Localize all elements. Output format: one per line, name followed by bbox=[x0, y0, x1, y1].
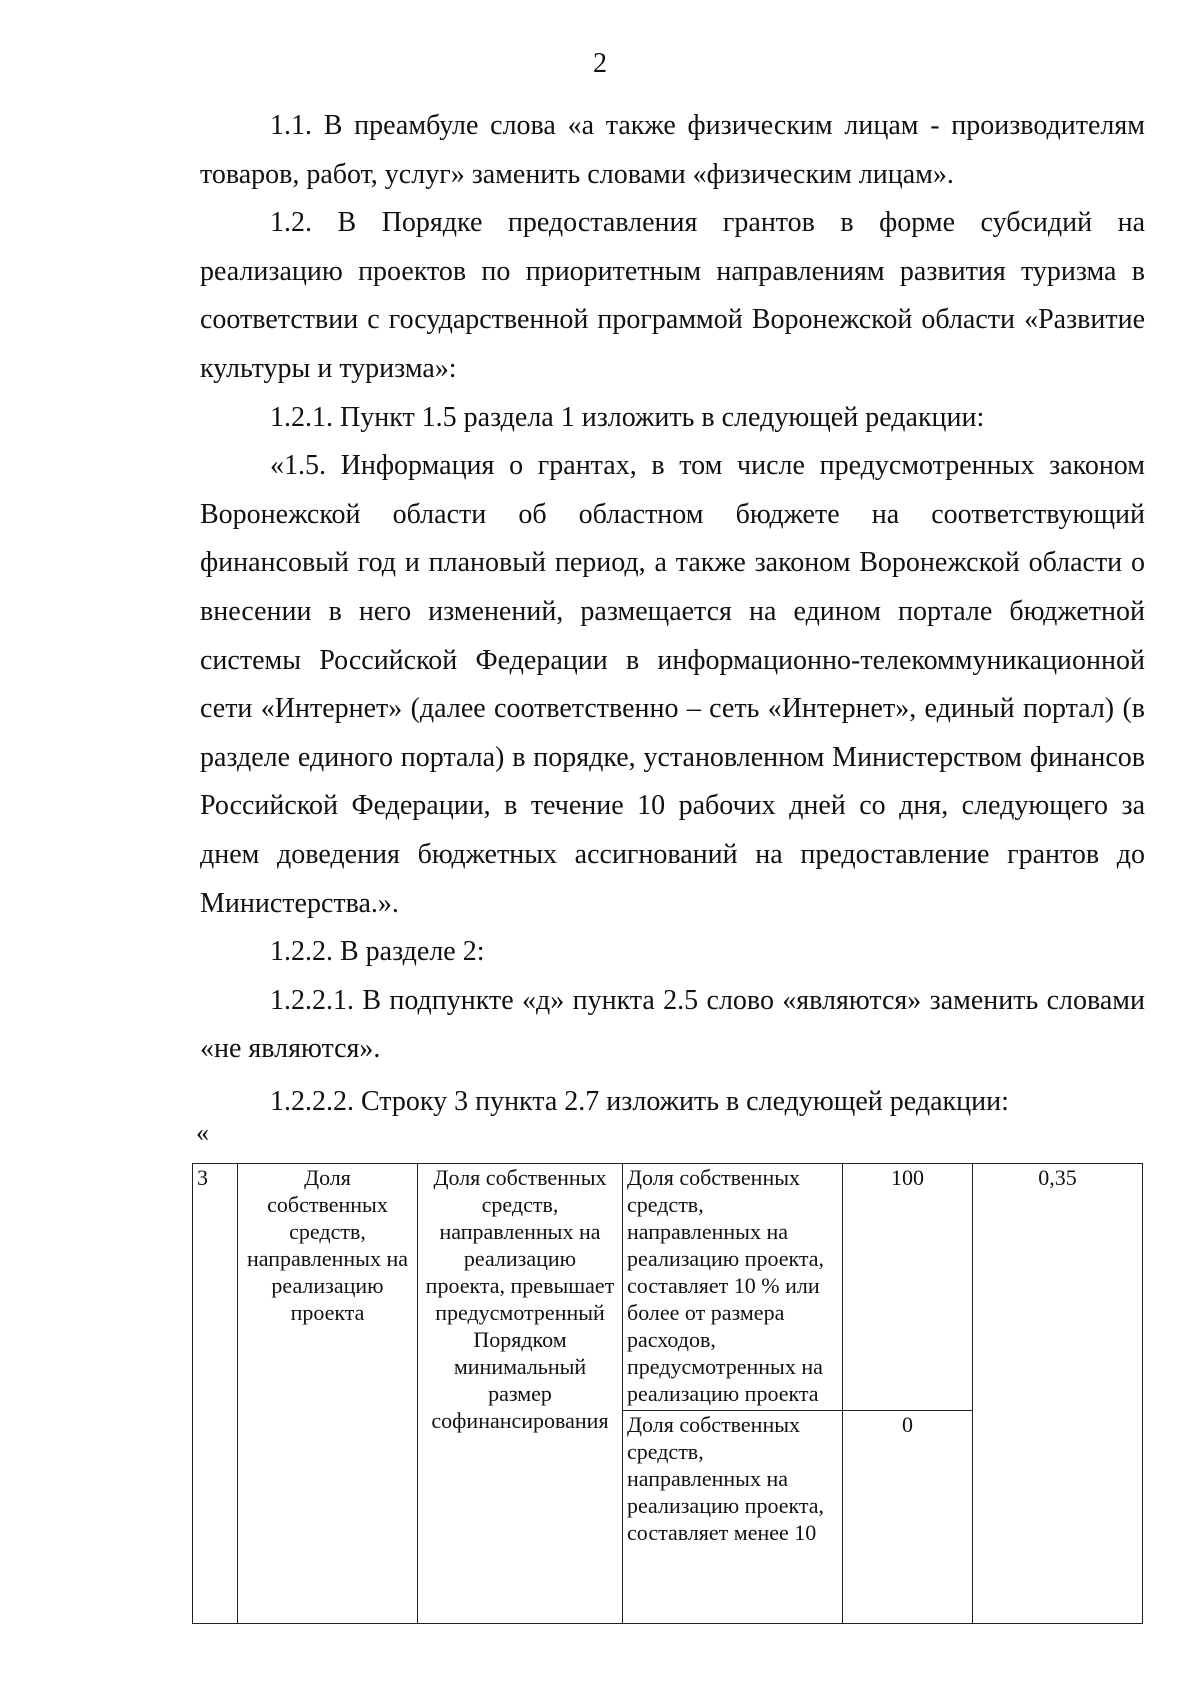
paragraph-1-5-quote: «1.5. Информация о грантах, в том числе предусмотренных законом Воронежской области об областном бюджете на соответствующий финансовый год и плановый период, а также законом Воронежской области о внесении в него изменений, размещается на едином портале бюджетной системы Российской Федерации в информационно-телекоммуникационной сети «Интернет» (далее соответственно – сеть «Интернет», единый портал) (в разделе единого портала) в порядке, установленном Министерством финансов Российской Федерации, в течение 10 рабочих дней со дня, следующего за днем доведения бюджетных ассигнований на предоставление грантов до Министерства.». bbox=[200, 450, 1145, 919]
condition-cell: Доля собственных средств, направленных на реализацию проекта, составляет менее 10 bbox=[623, 1411, 843, 1624]
paragraph-1-2-2-1: 1.2.2.1. В подпункте «д» пункта 2.5 слово «являются» заменить словами «не являются». bbox=[200, 984, 1145, 1065]
paragraph-1-1: 1.1. В преамбуле слова «а также физическим лицам - производителям товаров, работ, услуг» заменить словами «физическим лицам». bbox=[200, 110, 1145, 190]
paragraph-1-2: 1.2. В Порядке предоставления грантов в форме субсидий на реализацию проектов по приоритетным направлениям развития туризма в соответствии с государственной программой Воронежской области «Развитие культуры и туризма»: bbox=[200, 207, 1145, 384]
score-cell: 100 bbox=[843, 1164, 973, 1411]
paragraph-1-2-2: 1.2.2. В разделе 2: bbox=[270, 936, 485, 968]
opening-quote-mark: « bbox=[196, 1118, 209, 1147]
row-number-cell: 3 bbox=[193, 1164, 238, 1624]
paragraph-1-2-2-2: 1.2.2.2. Строку 3 пункта 2.7 изложить в следующей редакции: bbox=[270, 1085, 1009, 1117]
document-body bbox=[200, 102, 1145, 1126]
page-number: 2 bbox=[593, 48, 607, 79]
paragraph-1-2-1: 1.2.1. Пункт 1.5 раздела 1 изложить в следующей редакции: bbox=[270, 401, 985, 433]
weight-cell: 0,35 bbox=[973, 1164, 1143, 1624]
criteria-table bbox=[192, 1163, 1143, 1624]
description-cell: Доля собственных средств, направленных на реализацию проекта, превышает предусмотренный Порядком минимальный размер софинансирования bbox=[418, 1164, 623, 1624]
table-row bbox=[193, 1164, 1143, 1411]
score-cell: 0 bbox=[843, 1411, 973, 1624]
criterion-cell: Доля собственных средств, направленных на реализацию проекта bbox=[238, 1164, 418, 1624]
condition-cell: Доля собственных средств, направленных на реализацию проекта, составляет 10 % или более от размера расходов, предусмотренных на реализацию проекта bbox=[623, 1164, 843, 1411]
